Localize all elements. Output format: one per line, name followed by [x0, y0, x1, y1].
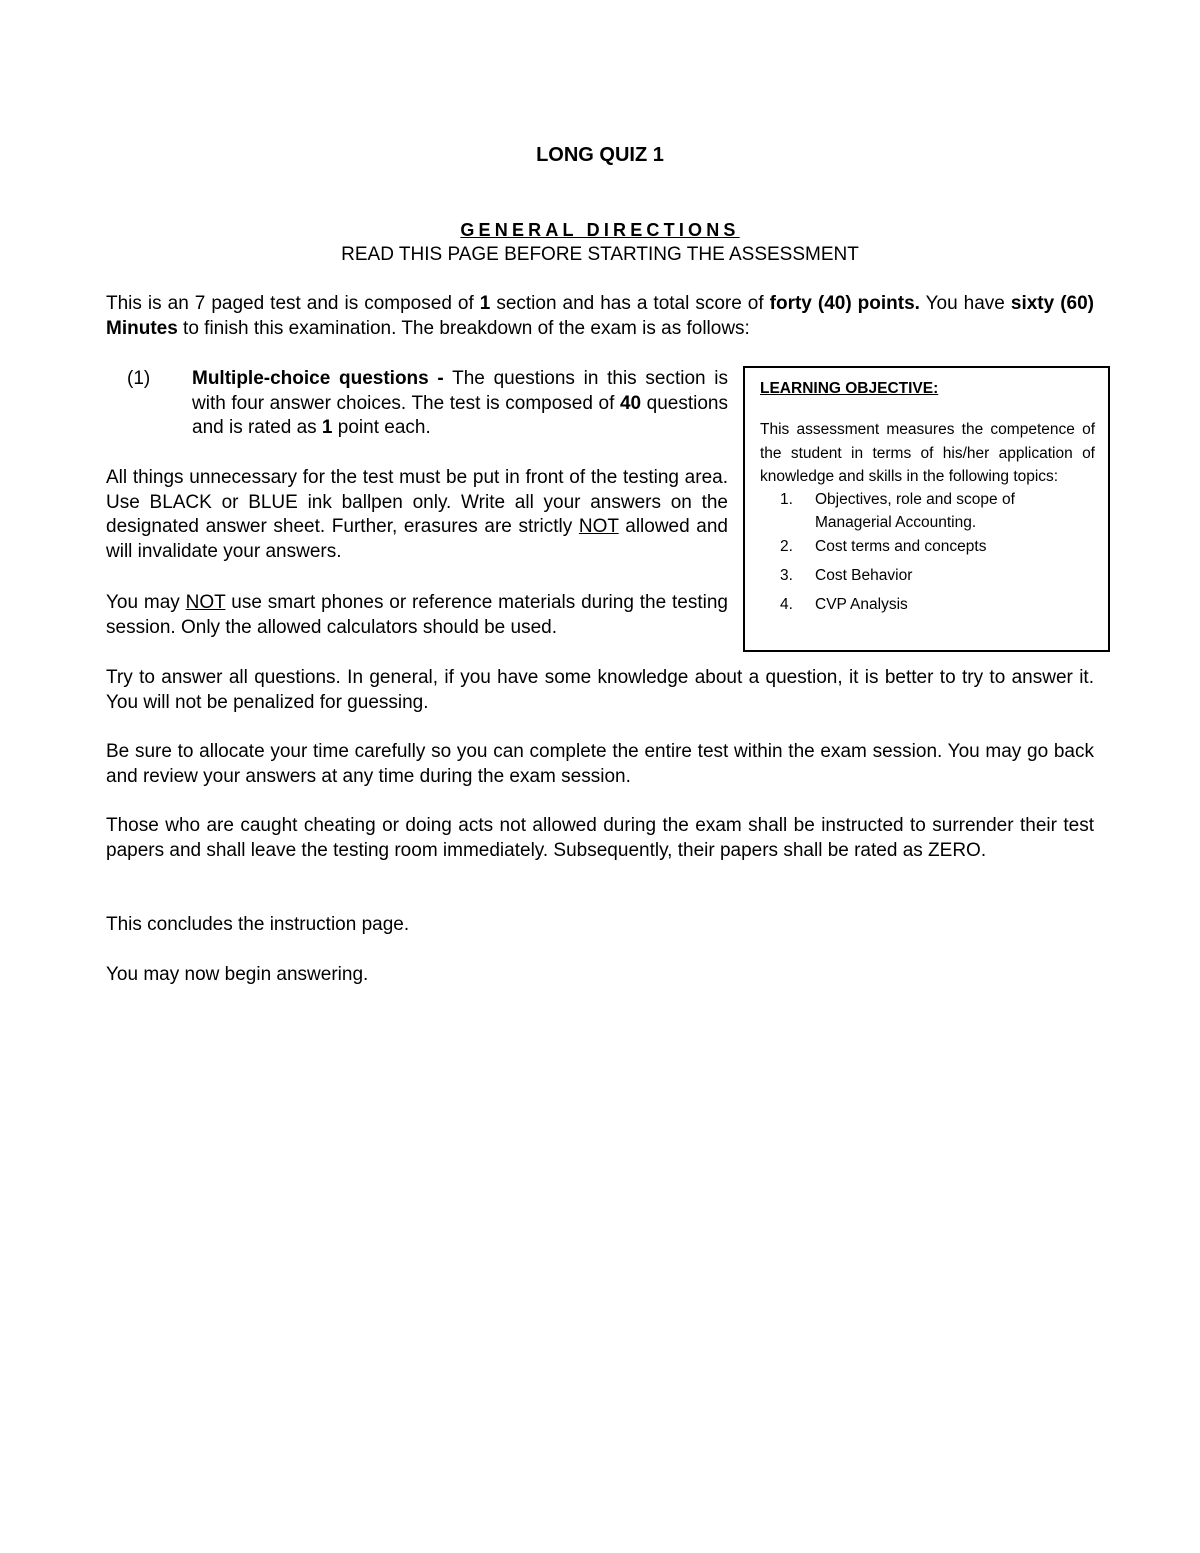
topic-number: 1.	[780, 491, 793, 509]
begin-text: You may now begin answering.	[106, 964, 369, 985]
topic-number: 4.	[780, 596, 793, 614]
rules-text: You may	[106, 592, 186, 613]
rules-paragraph-time: Be sure to allocate your time carefully so you can complete the entire test within the exam session. You may go back and review your answers at any time during the exam session.	[106, 741, 1094, 787]
rules-paragraph-phones	[106, 591, 728, 640]
intro-text-1: This is an 7 paged test and is composed of	[106, 293, 480, 314]
rules-text: use smart phones or reference materials during the testing session. Only the allowed calculators should be used.	[106, 592, 728, 638]
section-text-3: point each.	[332, 417, 431, 438]
section-item-mcq	[127, 367, 728, 441]
list-item	[760, 488, 1095, 535]
intro-paragraph	[106, 292, 1094, 341]
question-count: 40	[619, 392, 642, 414]
topic-list	[760, 488, 1095, 616]
topic-number: 2.	[780, 537, 793, 555]
section-number: (1)	[127, 368, 151, 389]
topic-text: Objectives, role and scope of Managerial Accounting.	[815, 491, 1015, 532]
topic-number: 3.	[780, 567, 793, 585]
learning-objective-box	[743, 366, 1110, 652]
section-text-2: questions and is rated as	[192, 392, 728, 438]
learning-objective-heading: LEARNING OBJECTIVE:	[760, 380, 939, 397]
rules-paragraph-cheating: Those who are caught cheating or doing acts not allowed during the exam shall be instructed to surrender their test papers and shall leave the testing room immediately. Subsequently, their papers shall be rated as ZERO.	[106, 815, 1094, 861]
topic-text: Cost terms and concepts	[815, 537, 987, 555]
exam-instruction-page	[106, 0, 1094, 1553]
total-score: forty (40) points.	[769, 293, 920, 314]
list-item	[760, 535, 1095, 558]
points-each: 1	[321, 417, 333, 438]
intro-text-2: section and has a total score of	[490, 293, 770, 314]
rules-paragraph-materials	[106, 466, 728, 564]
section-description	[192, 367, 728, 441]
not-emphasis: NOT	[578, 516, 619, 537]
directions-heading: GENERAL DIRECTIONS	[460, 220, 740, 240]
rules-paragraph-guessing: Try to answer all questions. In general, if you have some knowledge about a question, it is better to try to answer it. You will not be penalized for guessing.	[106, 667, 1094, 713]
intro-text-4: to finish this examination. The breakdown of the exam is as follows:	[177, 317, 750, 339]
time-limit: sixty (60) Minutes	[106, 293, 1094, 339]
rules-text: All things unnecessary for the test must be put in front of the testing area. Use BLACK or BLUE ink ballpen only. Write all your answers on the designated answer sheet. Further, erasures are strictly	[106, 467, 728, 537]
not-emphasis: NOT	[185, 592, 226, 613]
section-count: 1	[479, 293, 491, 314]
intro-text-3: You have	[919, 293, 1011, 314]
learning-objective-intro: This assessment measures the competence of the student in terms of his/her application of knowledge and skills in the following topics:	[760, 421, 1095, 485]
topic-text: CVP Analysis	[815, 596, 908, 614]
list-item	[760, 593, 1095, 616]
section-title: Multiple-choice questions -	[192, 368, 444, 389]
conclusion-text: This concludes the instruction page.	[106, 914, 410, 935]
rules-text: allowed and will invalidate your answers.	[106, 516, 728, 562]
page-title: LONG QUIZ 1	[536, 144, 664, 166]
directions-subheading: READ THIS PAGE BEFORE STARTING THE ASSESSMENT	[341, 244, 859, 265]
section-text-1: The questions in this section is with four answer choices. The test is composed of	[192, 368, 729, 414]
list-item	[760, 564, 1095, 587]
topic-text: Cost Behavior	[815, 567, 913, 585]
